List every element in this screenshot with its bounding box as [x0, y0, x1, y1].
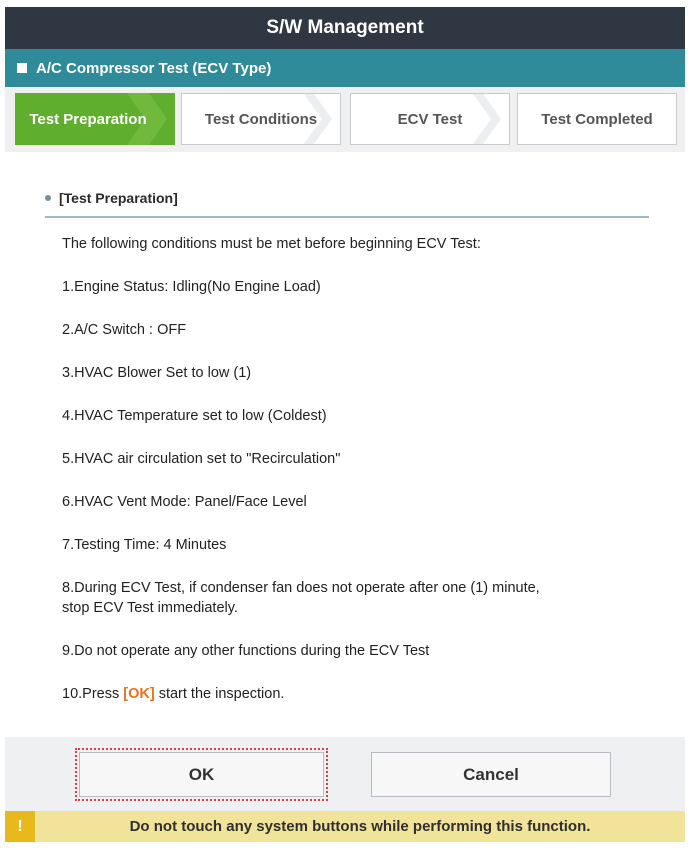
- condition-item: 2.A/C Switch : OFF: [62, 322, 187, 338]
- step-label: Test Conditions: [204, 110, 318, 128]
- test-header: [5, 49, 685, 87]
- step-test-completed[interactable]: [517, 93, 677, 145]
- condition-item: 7.Testing Time: 4 Minutes: [62, 537, 227, 553]
- step-label: Test Completed: [541, 110, 653, 128]
- intro-text: The following conditions must be met before beginning ECV Test:: [62, 236, 481, 252]
- test-name: A/C Compressor Test (ECV Type): [36, 59, 272, 77]
- progress-steps: [5, 87, 685, 152]
- section-title: [Test Preparation]: [59, 190, 178, 206]
- last-prefix: 10.Press: [62, 686, 124, 702]
- content-panel: [5, 152, 685, 737]
- condition-item: 3.HVAC Blower Set to low (1): [62, 365, 252, 381]
- ok-key-label: [OK]: [123, 686, 155, 702]
- square-bullet-icon: [17, 63, 27, 73]
- warning-icon: !: [5, 811, 35, 842]
- ok-button[interactable]: OK: [79, 752, 324, 797]
- button-bar: [5, 737, 685, 811]
- step-label: Test Preparation: [29, 110, 147, 128]
- condition-item: 6.HVAC Vent Mode: Panel/Face Level: [62, 494, 307, 510]
- warning-bar: [5, 811, 685, 842]
- step-test-preparation[interactable]: [15, 93, 175, 145]
- step-ecv-test[interactable]: [350, 93, 510, 145]
- condition-item-continued: stop ECV Test immediately.: [62, 600, 238, 616]
- step-test-conditions[interactable]: [181, 93, 341, 145]
- cancel-button[interactable]: Cancel: [371, 752, 611, 797]
- step-label: ECV Test: [397, 110, 463, 128]
- condition-item: 1.Engine Status: Idling(No Engine Load): [62, 279, 321, 295]
- condition-item: 8.During ECV Test, if condenser fan does not operate after one (1) minute,: [62, 580, 540, 596]
- section-header: [45, 190, 649, 218]
- bullet-icon: [45, 195, 51, 201]
- condition-item: 5.HVAC air circulation set to "Recirculation": [62, 451, 341, 467]
- warning-text: Do not touch any system buttons while performing this function.: [129, 818, 591, 835]
- window-title: S/W Management: [266, 17, 424, 38]
- condition-item-last: [62, 684, 652, 704]
- chevron-right-icon: [473, 94, 503, 144]
- window-title-bar: [5, 7, 685, 49]
- last-suffix: start the inspection.: [154, 686, 285, 702]
- condition-item: 4.HVAC Temperature set to low (Coldest): [62, 408, 327, 424]
- condition-item: 9.Do not operate any other functions during the ECV Test: [62, 643, 430, 659]
